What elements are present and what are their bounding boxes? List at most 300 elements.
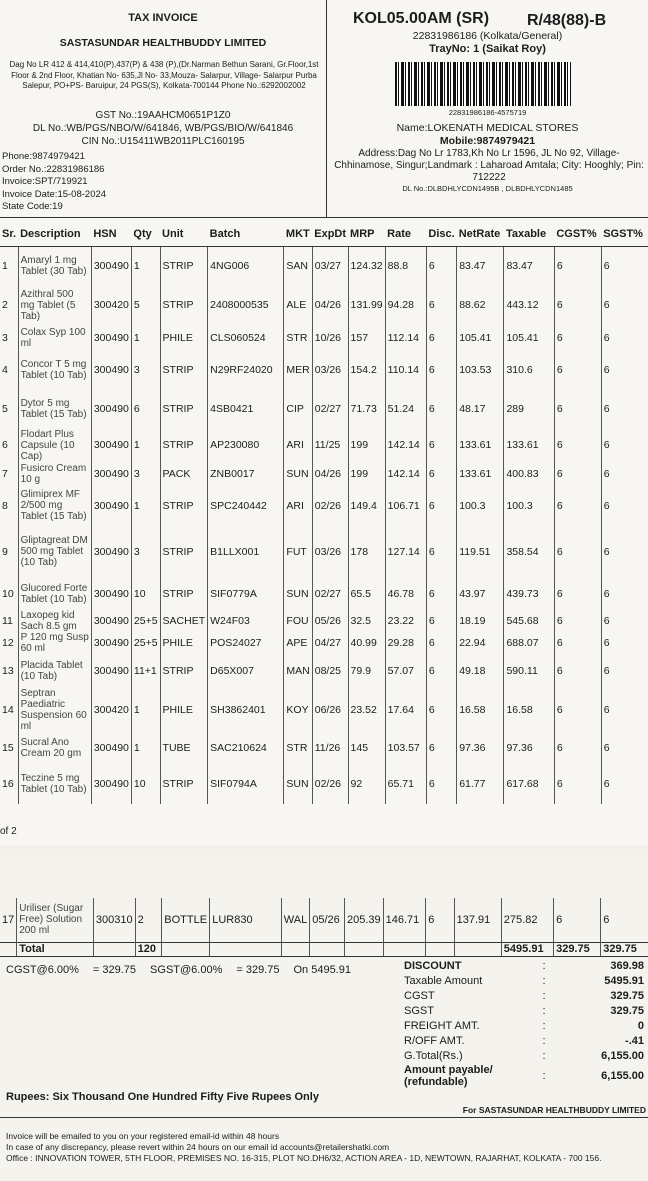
item-netrate: 83.47 xyxy=(457,247,504,286)
item-batch: W24F03 xyxy=(208,610,284,632)
item-netrate: 43.97 xyxy=(457,578,504,610)
item-batch: POS24027 xyxy=(208,632,284,654)
seller-cin: CIN No.:U15411WB2011PLC160195 xyxy=(81,136,245,147)
item-taxable: 400.83 xyxy=(504,462,554,486)
item-hsn: 300490 xyxy=(91,632,131,654)
item-sgst: 6 xyxy=(601,526,648,578)
item-cgst: 6 xyxy=(554,578,601,610)
totals-colon: : xyxy=(542,959,546,972)
item-netrate: 103.53 xyxy=(457,351,504,390)
totals-label: Taxable Amount xyxy=(404,974,483,987)
item-taxable: 443.12 xyxy=(504,286,554,325)
barcode-text: 22831986186-4575719 xyxy=(448,108,527,117)
item-rate: 110.14 xyxy=(385,351,426,390)
item-mrp: 79.9 xyxy=(348,654,385,688)
totals-value: 329.75 xyxy=(610,1004,644,1017)
item-description: Teczine 5 mg Tablet (10 Tab) xyxy=(18,764,91,804)
item-taxable: 133.61 xyxy=(504,429,554,462)
item-taxable: 16.58 xyxy=(504,688,554,732)
table-row xyxy=(0,462,648,486)
item-batch: 4SB0421 xyxy=(208,390,284,429)
totals-value: 6,155.00 xyxy=(601,1049,644,1062)
item-mrp: 157 xyxy=(348,325,385,351)
item-description: Colax Syp 100 ml xyxy=(18,325,91,351)
footer-discrepancy-note: In case of any discrepancy, please revert within 24 hours on our email id accounts@retailershatki.com xyxy=(6,1142,390,1152)
item-unit: STRIP xyxy=(160,764,208,804)
invoice-page-2 xyxy=(0,858,648,1181)
item-sr: 4 xyxy=(2,364,8,376)
table-row xyxy=(0,578,648,610)
item-hsn: 300420 xyxy=(91,286,131,325)
item-mkt: SUN xyxy=(284,578,312,610)
table-row xyxy=(0,610,648,632)
order-line: 22831986186 (Kolkata/General) xyxy=(412,30,563,42)
items-body xyxy=(0,247,648,804)
table-row xyxy=(0,286,648,325)
item-hsn: 300490 xyxy=(91,247,131,286)
item-qty: 2 xyxy=(135,898,162,942)
item-sgst: 6 xyxy=(601,732,648,764)
item-mrp: 131.99 xyxy=(348,286,385,325)
item-rate: 23.22 xyxy=(385,610,426,632)
item-netrate: 49.18 xyxy=(457,654,504,688)
item-disc: 6 xyxy=(426,654,456,688)
item-rate: 112.14 xyxy=(385,325,426,351)
item-expdt: 05/26 xyxy=(310,898,345,942)
item-expdt: 11/26 xyxy=(312,732,348,764)
route-ref: R/48(88)-B xyxy=(527,12,607,29)
item-sgst: 6 xyxy=(601,325,648,351)
item-mkt: SUN xyxy=(284,764,312,804)
item-rate: 57.07 xyxy=(385,654,426,688)
item-mrp: 178 xyxy=(348,526,385,578)
item-unit: STRIP xyxy=(160,654,208,688)
footer-office-address: Office : INNOVATION TOWER, 5TH FLOOR, PREMISES NO. 16-315, PLOT NO.DH6/32, ACTION AREA - 1D, NEWTOWN, RAJARHAT, KOLKATA - 700 156. xyxy=(6,1153,602,1163)
item-expdt: 11/25 xyxy=(312,429,348,462)
item-mkt: MER xyxy=(284,351,312,390)
item-qty: 10 xyxy=(131,578,160,610)
item-mrp: 145 xyxy=(348,732,385,764)
invoice-date: Invoice Date:15-08-2024 xyxy=(2,188,107,200)
item-sgst: 6 xyxy=(601,462,648,486)
invoice-number: Invoice:SPT/719921 xyxy=(2,176,88,187)
item-hsn: 300490 xyxy=(91,429,131,462)
item-netrate: 133.61 xyxy=(457,429,504,462)
item-mrp: 40.99 xyxy=(348,632,385,654)
item-rate: 146.71 xyxy=(383,898,426,942)
item-unit: STRIP xyxy=(160,247,208,286)
item-disc: 6 xyxy=(426,247,456,286)
item-sgst: 6 xyxy=(601,286,648,325)
item-description: Fusicro Cream 10 g xyxy=(18,462,91,486)
item-expdt: 02/27 xyxy=(312,390,348,429)
item-cgst: 6 xyxy=(554,325,601,351)
item-taxable: 100.3 xyxy=(504,486,554,526)
item-cgst: 6 xyxy=(554,526,601,578)
seller-address: Dag No LR 412 & 414,410(P),437(P) & 438 (P),(Dr.Narman Bethun Sarani, Gr.Floor,1st Floor & 2nd Floor, Khatian No- 635,Jl No- 33,Mouza- Salarpur, Village- Salarpur Purba Salepur, PO+PS- Baruipur, 24 PGS(S), Kolkata-700144 Phone No.:6292002002 xyxy=(9,60,319,90)
item-sr: 15 xyxy=(2,741,14,754)
item-unit: STRIP xyxy=(160,526,208,578)
item-mrp: 205.39 xyxy=(344,898,383,942)
item-cgst: 6 xyxy=(554,632,601,654)
item-description: Glucored Forte Tablet (10 Tab) xyxy=(18,578,91,610)
item-mrp: 149.4 xyxy=(348,486,385,526)
totals-row xyxy=(404,1018,648,1033)
item-cgst: 6 xyxy=(554,390,601,429)
item-qty: 5 xyxy=(131,286,160,325)
amount-in-words: Rupees: Six Thousand One Hundred Fifty Five Rupees Only xyxy=(6,1091,319,1103)
col-unit: Unit xyxy=(160,222,208,247)
item-hsn: 300490 xyxy=(91,526,131,578)
item-mrp: 32.5 xyxy=(348,610,385,632)
item-netrate: 97.36 xyxy=(457,732,504,764)
totals-row xyxy=(404,1003,648,1018)
taxable-on-value: On 5495.91 xyxy=(293,964,351,976)
item-mkt: ARI xyxy=(284,429,312,462)
item-hsn: 300490 xyxy=(91,325,131,351)
buyer-header xyxy=(327,0,648,218)
totals-label: G.Total(Rs.) xyxy=(404,1049,463,1062)
col-sgst: SGST% xyxy=(601,222,648,247)
item-expdt: 04/26 xyxy=(312,462,348,486)
table-row xyxy=(0,764,648,804)
item-taxable: 105.41 xyxy=(504,325,554,351)
item-hsn: 300490 xyxy=(91,486,131,526)
item-batch: ZNB0017 xyxy=(208,462,284,486)
seller-dl: DL No.:WB/PGS/NBO/W/641846, WB/PGS/BIO/W/641846 xyxy=(32,123,294,134)
item-qty: 1 xyxy=(131,429,160,462)
item-mkt: STR xyxy=(284,732,312,764)
col-description: Description xyxy=(18,222,91,247)
item-qty: 25+5 xyxy=(131,610,160,632)
item-disc: 6 xyxy=(426,578,456,610)
item-hsn: 300490 xyxy=(91,390,131,429)
seller-phone: Phone:9874979421 xyxy=(2,151,85,162)
item-qty: 11+1 xyxy=(131,654,160,688)
item-description: Concor T 5 mg Tablet (10 Tab) xyxy=(18,351,91,390)
item-rate: 94.28 xyxy=(385,286,426,325)
item-batch: N29RF24020 xyxy=(208,351,284,390)
item-disc: 6 xyxy=(426,286,456,325)
item-mrp: 199 xyxy=(348,462,385,486)
item-expdt: 03/27 xyxy=(312,247,348,286)
item-hsn: 300490 xyxy=(91,764,131,804)
item-sgst: 6 xyxy=(601,898,648,942)
item-taxable: 310.6 xyxy=(504,351,554,390)
item-batch: 2408000535 xyxy=(208,286,284,325)
totals-row xyxy=(404,973,648,988)
item-netrate: 48.17 xyxy=(457,390,504,429)
item-disc: 6 xyxy=(426,351,456,390)
seller-gst: GST No.:19AAHCM0651P1Z0 xyxy=(95,110,231,121)
totals-row xyxy=(404,1048,648,1063)
item-mkt: MAN xyxy=(284,654,312,688)
item-mrp: 199 xyxy=(348,429,385,462)
item-taxable: 275.82 xyxy=(501,898,553,942)
sgst-rate-value: = 329.75 xyxy=(236,964,280,976)
item-sgst: 6 xyxy=(601,429,648,462)
item-sgst: 6 xyxy=(601,390,648,429)
state-code: State Code:19 xyxy=(2,201,63,212)
item-unit: STRIP xyxy=(160,351,208,390)
item-expdt: 08/25 xyxy=(312,654,348,688)
item-batch: SIF0779A xyxy=(208,578,284,610)
cgst-rate-label: CGST@6.00% xyxy=(6,964,79,976)
table-row xyxy=(0,732,648,764)
item-mkt: ALE xyxy=(284,286,312,325)
item-netrate: 100.3 xyxy=(457,486,504,526)
col-expdt: ExpDt xyxy=(312,222,348,247)
item-taxable: 289 xyxy=(504,390,554,429)
item-sgst: 6 xyxy=(601,632,648,654)
col-batch: Batch xyxy=(208,222,284,247)
table-row xyxy=(0,429,648,462)
item-batch: D65X007 xyxy=(208,654,284,688)
page2-items-table xyxy=(0,898,648,957)
cgst-rate-value: = 329.75 xyxy=(92,964,137,976)
col-rate: Rate xyxy=(385,222,426,247)
totals-value: 0 xyxy=(637,1019,644,1032)
item-netrate: 22.94 xyxy=(457,632,504,654)
item-hsn: 300490 xyxy=(91,610,131,632)
item-hsn: 300490 xyxy=(91,351,131,390)
tray-number: TrayNo: 1 (Saikat Roy) xyxy=(429,43,546,55)
totals-colon: : xyxy=(542,1070,546,1082)
item-mkt: STR xyxy=(284,325,312,351)
item-disc: 6 xyxy=(426,486,456,526)
item-hsn: 300490 xyxy=(91,578,131,610)
item-unit: TUBE xyxy=(160,732,208,764)
invoice-title: TAX INVOICE xyxy=(128,12,198,24)
item-sr: 13 xyxy=(2,664,14,677)
item-mkt: SUN xyxy=(284,462,312,486)
table-row xyxy=(0,688,648,732)
item-sgst: 6 xyxy=(601,688,648,732)
totals-colon: : xyxy=(542,1049,546,1062)
item-mrp: 23.52 xyxy=(348,688,385,732)
col-taxable: Taxable xyxy=(504,222,554,247)
item-qty: 1 xyxy=(131,486,160,526)
item-disc: 6 xyxy=(426,764,456,804)
item-description: Placida Tablet (10 Tab) xyxy=(18,654,91,688)
item-unit: PHILE xyxy=(160,325,208,351)
item-cgst: 6 xyxy=(554,610,601,632)
item-description: Gliptagreat DM 500 mg Tablet (10 Tab) xyxy=(18,526,91,578)
item-qty: 3 xyxy=(131,351,160,390)
item-batch: CLS060524 xyxy=(208,325,284,351)
item-description: Septran Paediatric Suspension 60 ml xyxy=(18,688,91,732)
item-expdt: 06/26 xyxy=(312,688,348,732)
col-mrp: MRP xyxy=(348,222,385,247)
table-row xyxy=(0,898,648,942)
item-unit: STRIP xyxy=(160,578,208,610)
footer-notes xyxy=(6,1131,646,1164)
totals-value: 6,155.00 xyxy=(601,1070,644,1082)
item-sr: 17 xyxy=(2,913,15,926)
item-unit: PACK xyxy=(160,462,208,486)
item-sr: 8 xyxy=(2,499,8,512)
item-batch: AP230080 xyxy=(208,429,284,462)
item-unit: STRIP xyxy=(160,390,208,429)
item-unit: STRIP xyxy=(160,286,208,325)
total-cgst: 329.75 xyxy=(554,942,601,956)
item-hsn: 300490 xyxy=(91,732,131,764)
item-qty: 1 xyxy=(131,732,160,764)
item-expdt: 03/26 xyxy=(312,526,348,578)
item-qty: 3 xyxy=(131,462,160,486)
item-sr: 7 xyxy=(2,467,8,480)
totals-label: CGST xyxy=(404,989,435,1002)
item-sr: 16 xyxy=(2,777,14,790)
total-sgst: 329.75 xyxy=(601,942,648,956)
item-cgst: 6 xyxy=(554,486,601,526)
totals-value: -.41 xyxy=(625,1034,644,1047)
item-unit: PHILE xyxy=(160,688,208,732)
item-cgst: 6 xyxy=(554,429,601,462)
seller-meta xyxy=(2,151,106,214)
item-batch: 4NG006 xyxy=(208,247,284,286)
col-cgst: CGST% xyxy=(554,222,601,247)
item-qty: 10 xyxy=(131,764,160,804)
table-row xyxy=(0,526,648,578)
item-expdt: 02/27 xyxy=(312,578,348,610)
item-description: Sucral Ano Cream 20 gm xyxy=(18,732,91,764)
item-disc: 6 xyxy=(426,898,454,942)
item-disc: 6 xyxy=(426,526,456,578)
item-expdt: 02/26 xyxy=(312,486,348,526)
buyer-dl: DL No.:DLBDHLYCDN1495B , DLBDHLYCDN1485 xyxy=(402,184,573,193)
totals-value: 329.75 xyxy=(610,989,644,1002)
order-barcode xyxy=(395,62,571,106)
item-qty: 3 xyxy=(131,526,160,578)
item-qty: 25+5 xyxy=(131,632,160,654)
table-row xyxy=(0,486,648,526)
item-rate: 103.57 xyxy=(385,732,426,764)
page-label: of 2 xyxy=(0,826,17,837)
totals-label: SGST xyxy=(404,1004,434,1017)
item-description: Dytor 5 mg Tablet (15 Tab) xyxy=(18,390,91,429)
col-qty: Qty xyxy=(131,222,160,247)
item-rate: 142.14 xyxy=(385,462,426,486)
item-cgst: 6 xyxy=(554,688,601,732)
item-mkt: KOY xyxy=(284,688,312,732)
footer-email-note: Invoice will be emailed to you on your registered email-id within 48 hours xyxy=(6,1131,280,1141)
item-description: Laxopeg kid Sach 8.5 gm xyxy=(18,610,91,632)
items-header-row xyxy=(0,222,648,247)
item-rate: 127.14 xyxy=(385,526,426,578)
item-disc: 6 xyxy=(426,732,456,764)
item-rate: 46.78 xyxy=(385,578,426,610)
item-unit: SACHET xyxy=(160,610,208,632)
item-disc: 6 xyxy=(426,325,456,351)
item-taxable: 97.36 xyxy=(504,732,554,764)
sgst-rate-label: SGST@6.00% xyxy=(150,964,223,976)
items-table xyxy=(0,222,648,804)
totals-colon: : xyxy=(542,1004,546,1017)
item-mkt: APE xyxy=(284,632,312,654)
item-batch: LUR830 xyxy=(210,898,282,942)
item-rate: 106.71 xyxy=(385,486,426,526)
item-netrate: 88.62 xyxy=(457,286,504,325)
item-hsn: 300310 xyxy=(93,898,135,942)
item-disc: 6 xyxy=(426,632,456,654)
totals-panel xyxy=(404,958,648,1089)
table-row xyxy=(0,390,648,429)
item-taxable: 439.73 xyxy=(504,578,554,610)
item-sr: 12 xyxy=(2,636,14,649)
item-description: Glimiprex MF 2/500 mg Tablet (15 Tab) xyxy=(18,486,91,526)
table-row xyxy=(0,654,648,688)
item-sgst: 6 xyxy=(601,654,648,688)
item-expdt: 02/26 xyxy=(312,764,348,804)
item-qty: 1 xyxy=(131,688,160,732)
item-expdt: 05/26 xyxy=(312,610,348,632)
item-sgst: 6 xyxy=(601,578,648,610)
item-netrate: 16.58 xyxy=(457,688,504,732)
for-company: For SASTASUNDAR HEALTHBUDDY LIMITED xyxy=(462,1105,646,1115)
item-taxable: 545.68 xyxy=(504,610,554,632)
item-disc: 6 xyxy=(426,610,456,632)
item-mkt: CIP xyxy=(284,390,312,429)
item-sgst: 6 xyxy=(601,351,648,390)
item-expdt: 04/27 xyxy=(312,632,348,654)
total-taxable: 5495.91 xyxy=(501,942,553,956)
table-row xyxy=(0,247,648,286)
item-description: P 120 mg Susp 60 ml xyxy=(18,632,91,654)
totals-colon: : xyxy=(542,1019,546,1032)
table-row xyxy=(0,632,648,654)
item-cgst: 6 xyxy=(554,286,601,325)
totals-label: DISCOUNT xyxy=(404,959,462,972)
item-cgst: 6 xyxy=(554,732,601,764)
item-disc: 6 xyxy=(426,429,456,462)
totals-value: 369.98 xyxy=(610,959,644,972)
item-mrp: 65.5 xyxy=(348,578,385,610)
totals-colon: : xyxy=(542,974,546,987)
item-sr: 14 xyxy=(2,703,14,716)
item-cgst: 6 xyxy=(554,247,601,286)
totals-row xyxy=(404,958,648,973)
totals-label: Amount payable/ (refundable) xyxy=(404,1064,493,1088)
item-description: Uriliser (Sugar Free) Solution 200 ml xyxy=(17,898,94,942)
table-row xyxy=(0,325,648,351)
item-mkt: FUT xyxy=(284,526,312,578)
tax-summary-line xyxy=(6,964,351,976)
item-taxable: 688.07 xyxy=(504,632,554,654)
totals-label: R/OFF AMT. xyxy=(404,1034,465,1047)
item-disc: 6 xyxy=(426,462,456,486)
item-expdt: 04/26 xyxy=(312,286,348,325)
table-row xyxy=(0,351,648,390)
item-sr: 11 xyxy=(2,614,13,627)
buyer-mobile: Mobile:9874979421 xyxy=(439,135,536,147)
item-qty: 1 xyxy=(131,247,160,286)
item-rate: 51.24 xyxy=(385,390,426,429)
seller-header xyxy=(0,0,327,218)
item-sr: 9 xyxy=(2,545,8,558)
totals-row xyxy=(404,1063,648,1089)
item-taxable: 590.11 xyxy=(504,654,554,688)
col-mkt: MKT xyxy=(284,222,312,247)
totals-label: FREIGHT AMT. xyxy=(404,1019,480,1032)
totals-row xyxy=(404,988,648,1003)
totals-colon: : xyxy=(542,1034,546,1047)
item-description: Flodart Plus Capsule (10 Cap) xyxy=(18,429,91,462)
item-disc: 6 xyxy=(426,688,456,732)
item-unit: BOTTLE xyxy=(162,898,210,942)
item-cgst: 6 xyxy=(554,764,601,804)
total-label: Total xyxy=(17,942,94,956)
